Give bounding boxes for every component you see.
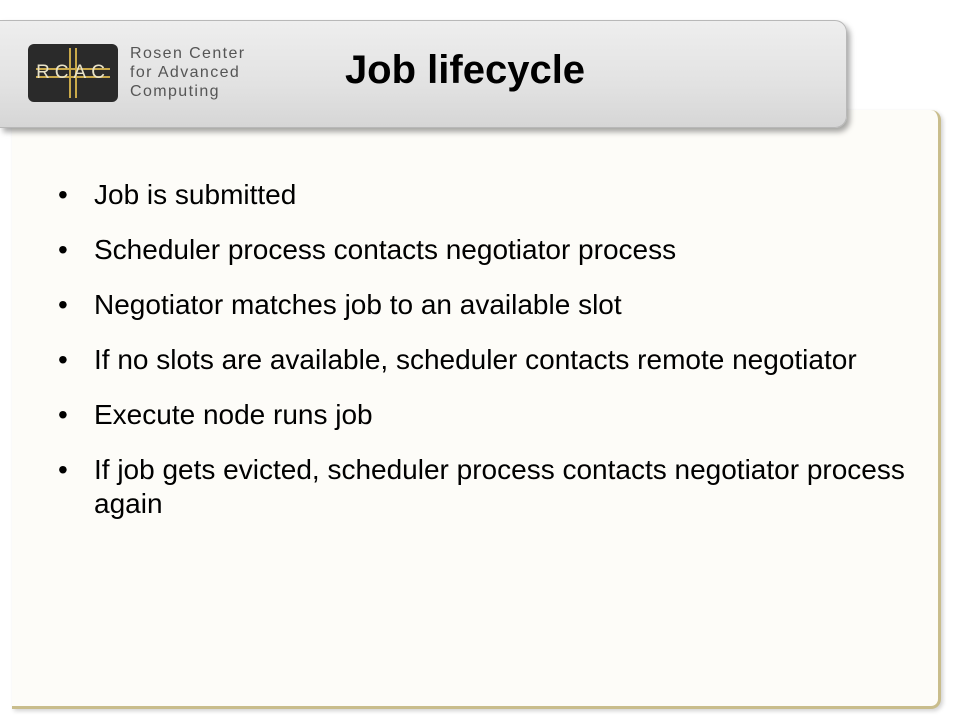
bullet-text: If job gets evicted, scheduler process contacts negotiator process again <box>94 454 905 519</box>
bullet-text: Execute node runs job <box>94 399 373 430</box>
logo-line-1: Rosen Center <box>130 45 246 62</box>
bullet-dot: • <box>58 454 68 485</box>
bullet-text: Job is submitted <box>94 179 297 210</box>
logo-line-3: Computing <box>130 83 220 100</box>
logo-line-2: for Advanced <box>130 64 241 81</box>
bullet-item <box>56 453 916 521</box>
bullet-list <box>56 178 916 542</box>
bullet-item <box>56 233 916 267</box>
slide-title: Job lifecycle <box>344 48 586 92</box>
bullet-dot: • <box>58 179 68 210</box>
bullet-text: If no slots are available, scheduler contacts remote negotiator <box>94 344 857 375</box>
bullet-dot: • <box>58 289 68 320</box>
bullet-text: Scheduler process contacts negotiator process <box>94 234 677 265</box>
bullet-item <box>56 343 916 377</box>
bullet-dot: • <box>58 399 68 430</box>
logo-initials: RCAC <box>36 62 110 83</box>
bullet-text: Negotiator matches job to an available slot <box>94 289 622 320</box>
bullet-dot: • <box>58 344 68 375</box>
bullet-item <box>56 178 916 212</box>
bullet-dot: • <box>58 234 68 265</box>
bullet-item <box>56 398 916 432</box>
bullet-item <box>56 288 916 322</box>
